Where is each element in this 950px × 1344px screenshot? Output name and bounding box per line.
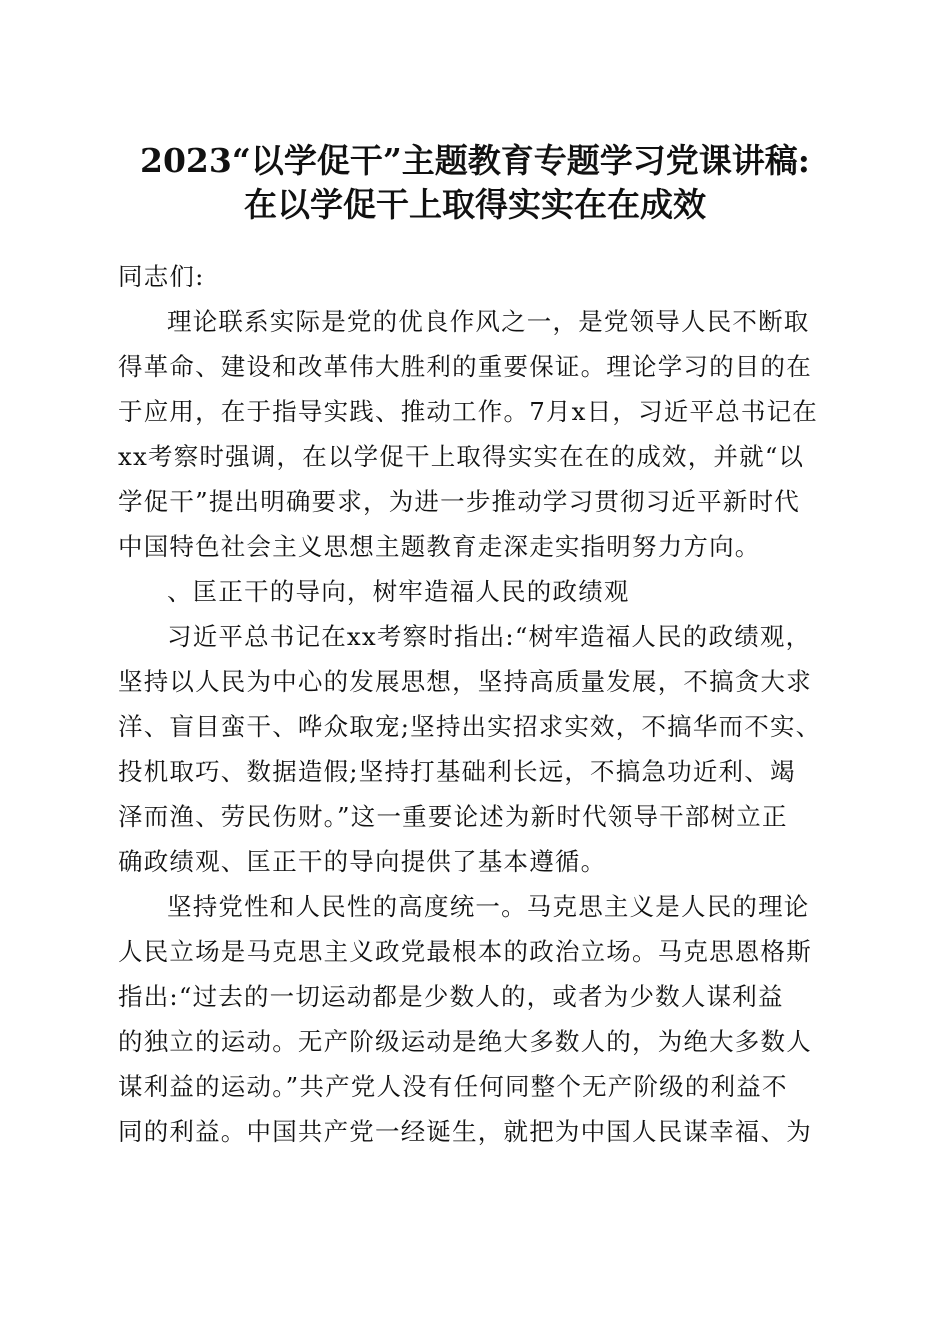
section-heading-1	[118, 569, 834, 614]
document-body	[118, 299, 834, 1154]
salutation: 同志们:	[118, 262, 205, 291]
paragraph-3	[118, 884, 834, 1154]
text-line: 、匡正干的导向，树牢造福人民的政绩观	[167, 577, 630, 606]
text-line: 坚持以人民为中心的发展思想，坚持高质量发展，不搞贪大求	[118, 667, 812, 696]
text-line: 谋利益的运动。”共产党人没有任何同整个无产阶级的利益不	[118, 1072, 788, 1101]
document-title-line-2: 在以学促干上取得实实在在成效	[244, 185, 706, 224]
text-line: 中国特色社会主义思想主题教育走深走实指明努力方向。	[118, 532, 761, 561]
text-line: 洋、盲目蛮干、哗众取宠;坚持出实招求实效，不搞华而不实、	[118, 712, 822, 741]
paragraph-2	[118, 614, 834, 884]
text-line: 确政绩观、匡正干的导向提供了基本遵循。	[118, 847, 607, 876]
text-line: 学促干”提出明确要求，为进一步推动学习贯彻习近平新时代	[118, 487, 800, 516]
text-line: xx考察时强调，在以学促干上取得实实在在的成效，并就“以	[118, 442, 805, 471]
text-line: 的独立的运动。无产阶级运动是绝大多数人的，为绝大多数人	[118, 1027, 812, 1056]
text-line: 习近平总书记在xx考察时指出:“树牢造福人民的政绩观，	[167, 622, 812, 651]
text-line: 指出:“过去的一切运动都是少数人的，或者为少数人谋利益	[118, 982, 784, 1011]
text-line: 投机取巧、数据造假;坚持打基础利长远，不搞急功近利、竭	[118, 757, 796, 786]
document-title-line-1: 2023“以学促干”主题教育专题学习党课讲稿:	[140, 141, 810, 180]
text-line: 坚持党性和人民性的高度统一。马克思主义是人民的理论	[167, 892, 810, 921]
paragraph-1	[118, 299, 834, 569]
text-line: 同的利益。中国共产党一经诞生，就把为中国人民谋幸福、为	[118, 1117, 812, 1146]
text-line: 于应用，在于指导实践、推动工作。7月x日，习近平总书记在	[118, 397, 819, 426]
text-line: 泽而渔、劳民伤财。”这一重要论述为新时代领导干部树立正	[118, 802, 788, 831]
text-line: 得革命、建设和改革伟大胜利的重要保证。理论学习的目的在	[118, 352, 812, 381]
text-line: 人民立场是马克思主义政党最根本的政治立场。马克思恩格斯	[118, 937, 812, 966]
text-line: 理论联系实际是党的优良作风之一，是党领导人民不断取	[167, 307, 810, 336]
